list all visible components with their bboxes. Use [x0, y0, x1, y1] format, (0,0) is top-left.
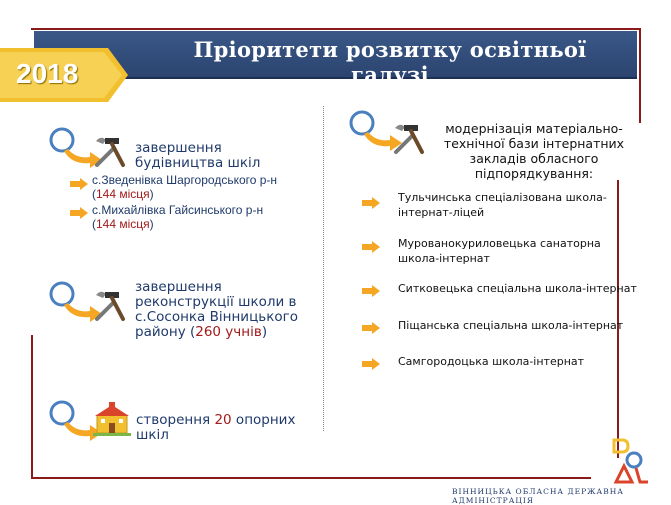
year-label: 2018 [16, 58, 79, 89]
arrow-right-icon [362, 322, 380, 334]
page-title: Пріоритети розвитку освітньої галузі [193, 37, 587, 87]
school-tulchyn [398, 190, 628, 220]
school-line: Тульчинська спеціалізована школа- [398, 191, 607, 204]
tools-icon [93, 135, 127, 169]
school-line: Самгородоцька школа-інтернат [398, 355, 585, 368]
students-count: 260 учнів [195, 324, 262, 340]
sub-item-place: с.Зведенівка Шаргородського р-н [92, 173, 278, 187]
title-line: закладів обласного [469, 151, 599, 166]
arrow-right-icon [70, 207, 88, 219]
sub-item-mykhailivka: с.Михайлівка Гайсинського р-н (144 місця) [92, 203, 317, 231]
arrow-right-icon [70, 178, 88, 190]
title-line: шкіл [136, 427, 169, 443]
title-line: опорних [231, 412, 296, 428]
column-divider [323, 106, 324, 431]
sub-item-place: с.Михайлівка Гайсинського р-н [92, 203, 264, 217]
title-line: завершення [135, 140, 222, 156]
school-samhorodok [398, 354, 638, 369]
frame-left-line [31, 335, 33, 478]
frame-bottom-line [31, 477, 591, 479]
core-schools-count: 20 [214, 412, 232, 428]
arrow-right-icon [362, 241, 380, 253]
school-line: школа-інтернат [398, 252, 490, 265]
school-line: Ситковецька спеціальна школа-інтернат [398, 282, 637, 295]
item-modernization-title [434, 121, 634, 181]
school-building-icon [93, 401, 131, 437]
title-line: району ( [135, 324, 196, 340]
title-line: реконструкції школи в [135, 294, 297, 310]
sub-item-count: 144 місця [96, 187, 150, 201]
school-murovani-kurylivtsi [398, 236, 628, 266]
arrow-right-icon [362, 197, 380, 209]
title-line: ) [261, 324, 268, 340]
arrow-right-icon [362, 358, 380, 370]
school-pishchanka [398, 318, 638, 333]
title-line: с.Сосонка Вінницького [135, 309, 298, 325]
title-line: модернізація матеріально- [445, 121, 623, 136]
frame-top-line [31, 28, 640, 30]
footer-organization: ВІННИЦЬКА ОБЛАСНА ДЕРЖАВНА АДМІНІСТРАЦІЯ [452, 487, 624, 505]
sub-item-count: 144 місця [96, 217, 150, 231]
title-line: технічної бази інтернатних [443, 136, 625, 151]
title-line: завершення [135, 279, 222, 295]
arrow-right-icon [362, 285, 380, 297]
frame-right-line [639, 28, 641, 123]
school-sytkivtsi [398, 281, 638, 296]
sub-item-zvedenivka: с.Зведенівка Шаргородського р-н (144 місця) [92, 173, 317, 201]
tools-icon [392, 122, 426, 156]
title-line: будівництва шкіл [135, 155, 261, 171]
item-reconstruction-title [135, 280, 313, 340]
school-line: інтернат-ліцей [398, 206, 485, 219]
item-core-schools-title [136, 413, 306, 443]
item-build-schools-title [135, 141, 305, 171]
administration-logo-icon [610, 438, 650, 484]
year-badge [0, 46, 130, 104]
school-line: Піщанська спеціальна школа-інтернат [398, 319, 624, 332]
title-line: підпорядкування: [474, 166, 594, 181]
title-line: створення [136, 412, 215, 428]
school-line: Мурованокуриловецька санаторна [398, 237, 601, 250]
tools-icon [93, 289, 127, 323]
